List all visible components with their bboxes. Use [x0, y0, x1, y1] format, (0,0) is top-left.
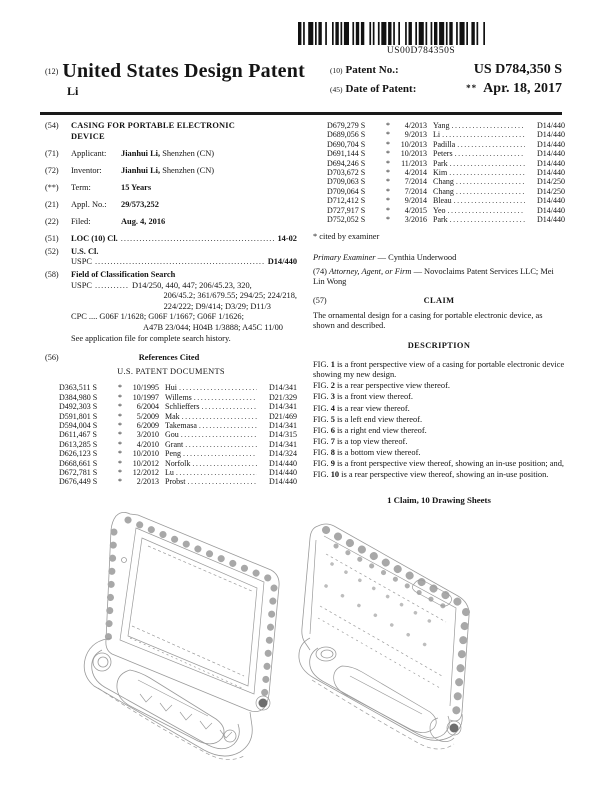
ref-inventor-name: Chang — [433, 186, 454, 196]
header-rule — [40, 112, 562, 115]
reference-row — [45, 468, 297, 477]
ref-patent-no: D591,801 S — [59, 411, 98, 421]
ref-classification: D14/440 — [537, 139, 565, 149]
barcode-bars-icon — [296, 22, 546, 45]
figure-description-line: FIG. 3 is a front view thereof. — [313, 392, 414, 402]
ref-classification: D21/329 — [269, 392, 297, 402]
inventor-surname: Li — [67, 84, 79, 98]
ref-patent-no: D626,123 S — [59, 449, 98, 459]
filed-field: (22) Filed: Aug. 4, 2016 — [45, 217, 166, 227]
ref-patent-no: D594,004 S — [59, 420, 98, 430]
cited-star: * — [118, 430, 122, 440]
ref-patent-no: D752,052 S — [327, 215, 366, 225]
ref-inventor-name: Lu — [165, 467, 174, 477]
ref-inventor-name: Bleau — [433, 196, 452, 206]
cited-star: * — [386, 205, 390, 215]
ref-inventor-name: Mak — [165, 411, 180, 421]
dot-leader — [202, 402, 257, 411]
ref-patent-no: D709,063 S — [327, 177, 366, 187]
dot-leader — [442, 130, 525, 139]
ref-patent-no: D668,661 S — [59, 458, 98, 468]
term-extension-stars: ** — [466, 83, 478, 93]
dot-leader — [183, 449, 257, 458]
field-of-search: (58) Field of Classification Search USPC ..... D14/250, 440, 447; 206/45.23, 320, 206/45.2; 361/679.55; 294/25; 224/218, 224/222; D9/414; D3/29; D11/3 CPC .... G06F 1/1628; G06F 1/1667; G06F 1/1626; A47B 23/044; H04B 1/3888; A45C 11/00 See application file for complete search history. — [45, 270, 297, 344]
reference-row — [45, 440, 297, 449]
ref-patent-no: D694,246 S — [327, 158, 366, 168]
kind-code: (12) — [45, 67, 59, 76]
cited-star: * — [118, 420, 122, 430]
ref-date: 3/2010 — [136, 430, 159, 440]
claim-heading-row: (57) CLAIM — [313, 296, 565, 307]
appl-no-field: (21) Appl. No.: 29/573,252 — [45, 199, 159, 209]
cited-star: * — [118, 477, 122, 487]
figure-description-line: FIG. 4 is a rear view thereof. — [313, 403, 410, 413]
dot-leader — [457, 140, 525, 149]
cited-star: * — [118, 392, 122, 402]
ref-patent-no: D613,285 S — [59, 439, 98, 449]
primary-examiner: Primary Examiner — Cynthia Underwood — [313, 253, 457, 263]
reference-row — [313, 215, 565, 224]
ref-inventor-name: Hui — [165, 383, 177, 393]
invention-title: CASING FOR PORTABLE ELECTRONIC DEVICE — [71, 121, 235, 141]
date-label: Date of Patent: — [345, 83, 417, 95]
dot-leader — [176, 468, 257, 477]
figure-description-line: FIG. 10 is a rear perspective view thereof, showing an in-use position. — [313, 470, 549, 480]
ref-classification: D14/440 — [537, 121, 565, 130]
cited-star: * — [386, 149, 390, 159]
cited-star: * — [386, 168, 390, 178]
ref-patent-no: D611,467 S — [59, 430, 97, 440]
applicant-field: (71) Applicant: Jianhui Li, Shenzhen (CN) — [45, 148, 215, 158]
ref-patent-no: D676,449 S — [59, 477, 98, 487]
ref-inventor-name: Yang — [433, 121, 450, 130]
ref-classification: D14/440 — [269, 477, 297, 487]
ref-classification: D14/341 — [269, 383, 297, 393]
ref-inventor-name: Gou — [165, 430, 179, 440]
ref-date: 3/2016 — [404, 215, 427, 225]
ref-inventor-name: Peng — [165, 449, 181, 459]
figure-description-line: FIG. 9 is a front perspective view thereof, showing an in-use position; and, — [313, 458, 564, 468]
ref-classification: D14/341 — [269, 439, 297, 449]
references-cited-heading: (56) References Cited — [45, 353, 200, 363]
figure-1-front-perspective-drawing — [58, 498, 303, 796]
ref-inventor-name: Yeo — [433, 205, 446, 215]
ref-classification: D14/440 — [269, 467, 297, 477]
ref-date: 4/2010 — [136, 439, 159, 449]
cited-star: * — [386, 196, 390, 206]
left-column — [45, 121, 297, 505]
cited-by-examiner-note: * cited by examiner — [313, 232, 380, 242]
ref-inventor-name: Probst — [165, 477, 186, 487]
barcode-text: US00D784350S — [386, 46, 456, 56]
ref-date: 2/2013 — [136, 477, 159, 487]
ref-patent-no: D679,279 S — [327, 121, 366, 130]
reference-row — [313, 121, 565, 130]
ref-inventor-name: Park — [433, 158, 448, 168]
ref-date: 6/2009 — [136, 420, 159, 430]
ref-inventor-name: Takemasa — [165, 420, 197, 430]
ref-inventor-name: Grant — [165, 439, 184, 449]
reference-row — [313, 206, 565, 215]
patent-no-code: (10) — [330, 66, 343, 75]
ref-date: 4/2013 — [404, 121, 427, 130]
ref-inventor-name: Li — [433, 130, 441, 140]
ref-patent-no: D709,064 S — [327, 186, 366, 196]
ref-classification: D14/341 — [269, 420, 297, 430]
us-references-left — [45, 383, 297, 486]
cited-star: * — [386, 158, 390, 168]
ref-patent-no: D689,056 S — [327, 130, 366, 140]
ref-patent-no: D363,511 S — [59, 383, 97, 393]
dot-leader — [454, 196, 525, 205]
ref-classification: D14/440 — [537, 196, 565, 206]
cited-star: * — [386, 121, 390, 130]
dot-leader — [199, 421, 257, 430]
figure-description-line: FIG. 1 is a front perspective view of a casing for portable electronic device showing my new design. — [313, 359, 565, 380]
ref-patent-no: D690,704 S — [327, 139, 366, 149]
right-column — [313, 121, 565, 505]
cited-star: * — [386, 177, 390, 187]
us-references-right — [313, 121, 565, 224]
reference-row — [45, 383, 297, 392]
ref-date: 7/2014 — [404, 186, 427, 196]
ref-classification: D14/440 — [269, 458, 297, 468]
patent-number: US D784,350 S — [473, 62, 562, 77]
reference-row — [313, 159, 565, 168]
reference-row — [45, 402, 297, 411]
ref-patent-no: D727,917 S — [327, 205, 366, 215]
ref-date: 10/2012 — [132, 458, 159, 468]
ref-classification: D14/440 — [537, 130, 565, 140]
ref-inventor-name: Kim — [433, 168, 448, 178]
cited-star: * — [118, 467, 122, 477]
cited-star: * — [118, 411, 122, 421]
header-left — [45, 60, 330, 100]
reference-row — [313, 187, 565, 196]
body-columns — [45, 121, 565, 505]
ref-inventor-name: Padilla — [433, 139, 456, 149]
ref-patent-no: D384,980 S — [59, 392, 98, 402]
dot-leader — [456, 177, 525, 186]
ref-classification: D14/440 — [537, 215, 565, 225]
reference-row — [45, 477, 297, 486]
figure-description-line: FIG. 8 is a bottom view thereof. — [313, 447, 421, 457]
ref-inventor-name: Peters — [433, 149, 453, 159]
ref-date: 6/2004 — [136, 402, 159, 412]
reference-row — [45, 430, 297, 439]
ref-classification: D14/440 — [537, 168, 565, 178]
reference-row — [45, 393, 297, 402]
reference-row — [313, 168, 565, 177]
dot-leader — [194, 393, 257, 402]
ref-classification: D14/250 — [537, 177, 565, 187]
figure-description-line: FIG. 5 is a left end view thereof. — [313, 414, 423, 424]
page-title: United States Design Patent — [62, 60, 305, 82]
ref-classification: D21/469 — [269, 411, 297, 421]
ref-date: 10/1995 — [132, 383, 159, 393]
cited-star: * — [386, 186, 390, 196]
reference-row — [45, 421, 297, 430]
figure-2-rear-perspective-drawing — [296, 500, 554, 790]
reference-row — [45, 449, 297, 458]
figure-description-line: FIG. 6 is a right end view thereof. — [313, 425, 427, 435]
ref-date: 10/2010 — [132, 449, 159, 459]
ref-date: 9/2013 — [404, 130, 427, 140]
dot-leader — [181, 430, 257, 439]
ref-date: 9/2014 — [404, 196, 427, 206]
dot-leader — [452, 121, 525, 130]
ref-date: 12/2012 — [132, 467, 159, 477]
ref-classification: D14/440 — [537, 205, 565, 215]
cited-star: * — [386, 139, 390, 149]
ref-date: 10/2013 — [400, 149, 427, 159]
cited-star: * — [118, 439, 122, 449]
reference-row — [45, 459, 297, 468]
ref-date: 10/1997 — [132, 392, 159, 402]
dot-leader — [455, 149, 525, 158]
ref-patent-no: D691,144 S — [327, 149, 366, 159]
ref-date: 4/2014 — [404, 168, 427, 178]
cited-star: * — [386, 215, 390, 225]
cited-star: * — [118, 383, 122, 393]
dot-leader — [187, 477, 257, 486]
cited-star: * — [386, 130, 390, 140]
ref-date: 5/2009 — [136, 411, 159, 421]
loc-class-field: (51) LOC (10) Cl. ..... 14-02 — [45, 234, 297, 245]
dot-leader — [185, 440, 257, 449]
claims-sheets-footer: 1 Claim, 10 Drawing Sheets — [387, 494, 491, 505]
dot-leader — [449, 168, 525, 177]
dot-leader — [450, 159, 525, 168]
description-heading: DESCRIPTION — [407, 341, 471, 351]
date-code: (45) — [330, 85, 343, 94]
us-class-field: (52) U.S. Cl. USPC ..... D14/440 — [45, 247, 297, 268]
attorney-agent-firm: (74) Attorney, Agent, or Firm — Novoclaims Patent Services LLC; Mei Lin Wong — [313, 266, 554, 287]
reference-row — [313, 149, 565, 158]
ref-date: 11/2013 — [401, 158, 427, 168]
reference-row — [313, 140, 565, 149]
dot-leader — [456, 187, 525, 196]
cited-star: * — [118, 402, 122, 412]
reference-row — [313, 177, 565, 186]
dot-leader — [450, 215, 525, 224]
dot-leader — [448, 206, 525, 215]
claim-heading: CLAIM — [423, 295, 455, 305]
inventor-field: (72) Inventor: Jianhui Li, Shenzhen (CN) — [45, 165, 215, 175]
ref-inventor-name: Park — [433, 215, 448, 225]
ref-date: 4/2015 — [404, 205, 427, 215]
ref-classification: D14/440 — [537, 149, 565, 159]
ref-classification: D14/324 — [269, 449, 297, 459]
patent-date: ** Apr. 18, 2017 — [466, 81, 562, 96]
ref-patent-no: D672,781 S — [59, 467, 98, 477]
ref-date: 7/2014 — [404, 177, 427, 187]
claim-text: The ornamental design for a casing for portable electronic device, as shown and described. — [313, 310, 543, 331]
ref-classification: D14/250 — [537, 186, 565, 196]
figure-description-line: FIG. 2 is a rear perspective view thereof. — [313, 381, 450, 391]
ref-classification: D14/315 — [269, 430, 297, 440]
reference-row — [313, 196, 565, 205]
dot-leader — [192, 459, 257, 468]
ref-classification: D14/341 — [269, 402, 297, 412]
reference-row — [45, 412, 297, 421]
title-field: (54) CASING FOR PORTABLE ELECTRONIC DEVICE — [45, 121, 297, 142]
ref-inventor-name: Willems — [165, 392, 192, 402]
ref-patent-no: D492,303 S — [59, 402, 98, 412]
barcode — [295, 22, 547, 56]
reference-row — [313, 130, 565, 139]
dot-leader — [179, 383, 257, 392]
figure-description-line: FIG. 7 is a top view thereof. — [313, 436, 408, 446]
term-field: (**) Term: 15 Years — [45, 182, 152, 192]
ref-classification: D14/440 — [537, 158, 565, 168]
patent-header — [45, 60, 562, 100]
figure-descriptions — [313, 360, 565, 481]
ref-inventor-name: Chang — [433, 177, 454, 187]
cited-star: * — [118, 458, 122, 468]
us-patent-documents-heading: U.S. PATENT DOCUMENTS — [117, 366, 225, 376]
ref-patent-no: D703,672 S — [327, 168, 366, 178]
patent-no-label: Patent No.: — [345, 64, 399, 76]
ref-inventor-name: Schlieffers — [165, 402, 200, 412]
dot-leader — [182, 412, 257, 421]
header-right — [330, 60, 562, 100]
ref-date: 10/2013 — [400, 139, 427, 149]
ref-patent-no: D712,412 S — [327, 196, 366, 206]
cited-star: * — [118, 449, 122, 459]
ref-inventor-name: Norfolk — [165, 458, 191, 468]
